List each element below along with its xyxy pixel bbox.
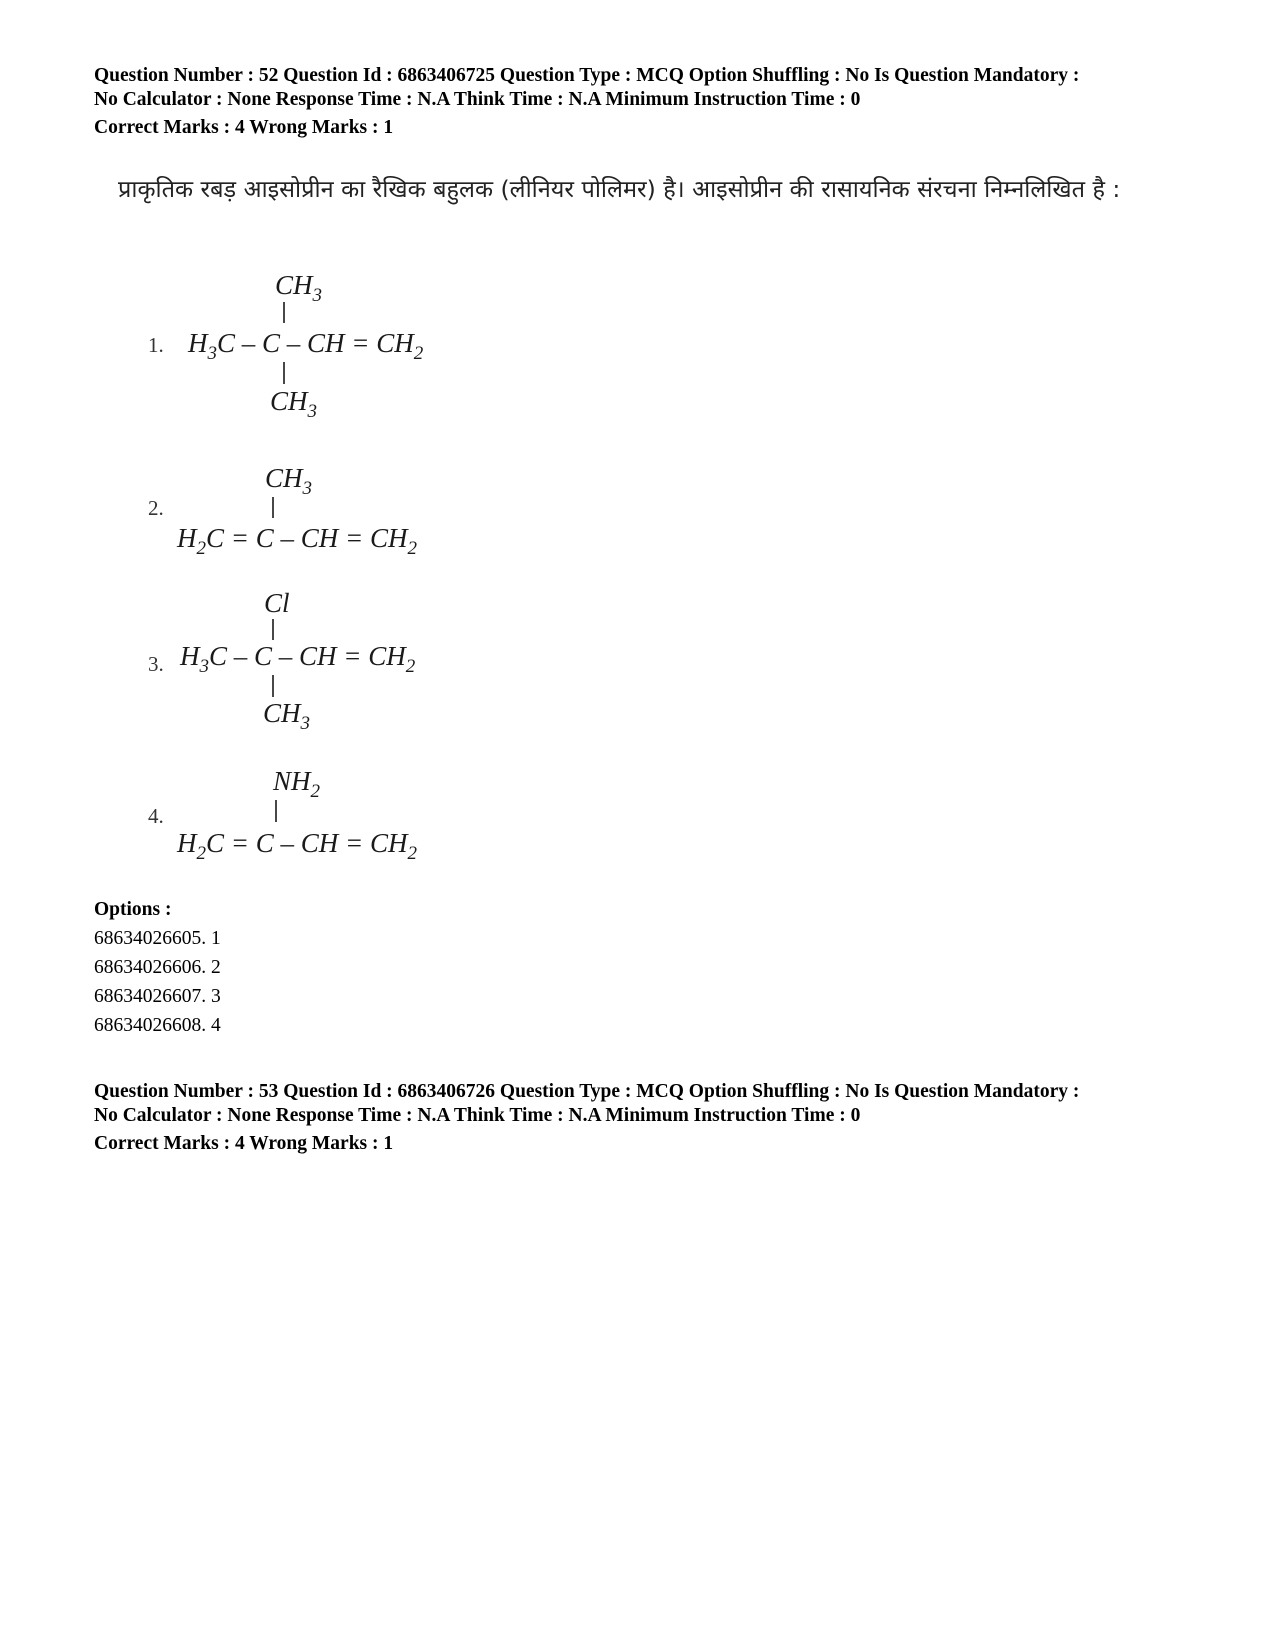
option-3: 68634026607. 3 — [94, 986, 221, 1007]
options-label: Options : — [94, 899, 172, 920]
choice-1-structure — [148, 270, 424, 422]
choice-1-top-group — [275, 270, 322, 306]
choice-4-number: 4. — [148, 804, 164, 828]
option-4: 68634026608. 4 — [94, 1015, 221, 1036]
choice-2-main-chain: $H_2C = C$ – CH = $CH_2$ — [177, 523, 417, 559]
choice-1-top-atom: CH — [275, 270, 313, 300]
q52-marks: Correct Marks : 4 Wrong Marks : 1 — [94, 117, 394, 138]
option-2: 68634026606. 2 — [94, 957, 221, 978]
choice-1-bottom-group: $CH_3$ — [270, 386, 318, 422]
choice-4-structure — [148, 766, 417, 864]
choice-2-structure — [148, 463, 417, 559]
choice-3-main-chain: $H_3C$ – C – CH = $CH_2$ — [180, 641, 416, 677]
choice-3-structure — [148, 588, 416, 734]
choice-1-main-chain: $H_3C$ – C – CH = $CH_2$ — [188, 328, 424, 364]
q52-options — [94, 895, 221, 1040]
choice-4-main-chain: $H_2C = C$ – CH = $CH_2$ — [177, 828, 417, 864]
choice-3-top-group: Cl — [264, 588, 290, 618]
q53-header — [94, 1080, 1214, 1156]
option-1: 68634026605. 1 — [94, 928, 221, 949]
q53-meta-line2: No Calculator : None Response Time : N.A Think Time : N.A Minimum Instruction Time : 0 — [94, 1105, 861, 1126]
choice-3-number: 3. — [148, 652, 164, 676]
q53-meta-line1: Question Number : 53 Question Id : 6863406726 Question Type : MCQ Option Shuffling : No Is Question Mandatory : — [94, 1081, 1080, 1102]
choice-2-top-group: $CH_3$ — [265, 463, 313, 499]
q52-meta-line1: Question Number : 52 Question Id : 6863406725 Question Type : MCQ Option Shuffling : No Is Question Mandatory : — [94, 65, 1080, 86]
choice-1-top-sub: 3 — [312, 285, 323, 306]
q52-question-text: प्राकृतिक रबड़ आइसोप्रीन का रैखिक बहुलक (लीनियर पोलिमर) है। आइसोप्रीन की रासायनिक संरचना निम्नलिखित है : — [118, 175, 1121, 203]
choice-3-bottom-group: $CH_3$ — [263, 698, 311, 734]
q52-meta-line2: No Calculator : None Response Time : N.A Think Time : N.A Minimum Instruction Time : 0 — [94, 89, 861, 110]
choice-2-number: 2. — [148, 496, 164, 520]
choice-1-number: 1. — [148, 333, 164, 357]
q53-marks: Correct Marks : 4 Wrong Marks : 1 — [94, 1133, 394, 1154]
choice-4-top-group: $NH_2$ — [273, 766, 321, 802]
